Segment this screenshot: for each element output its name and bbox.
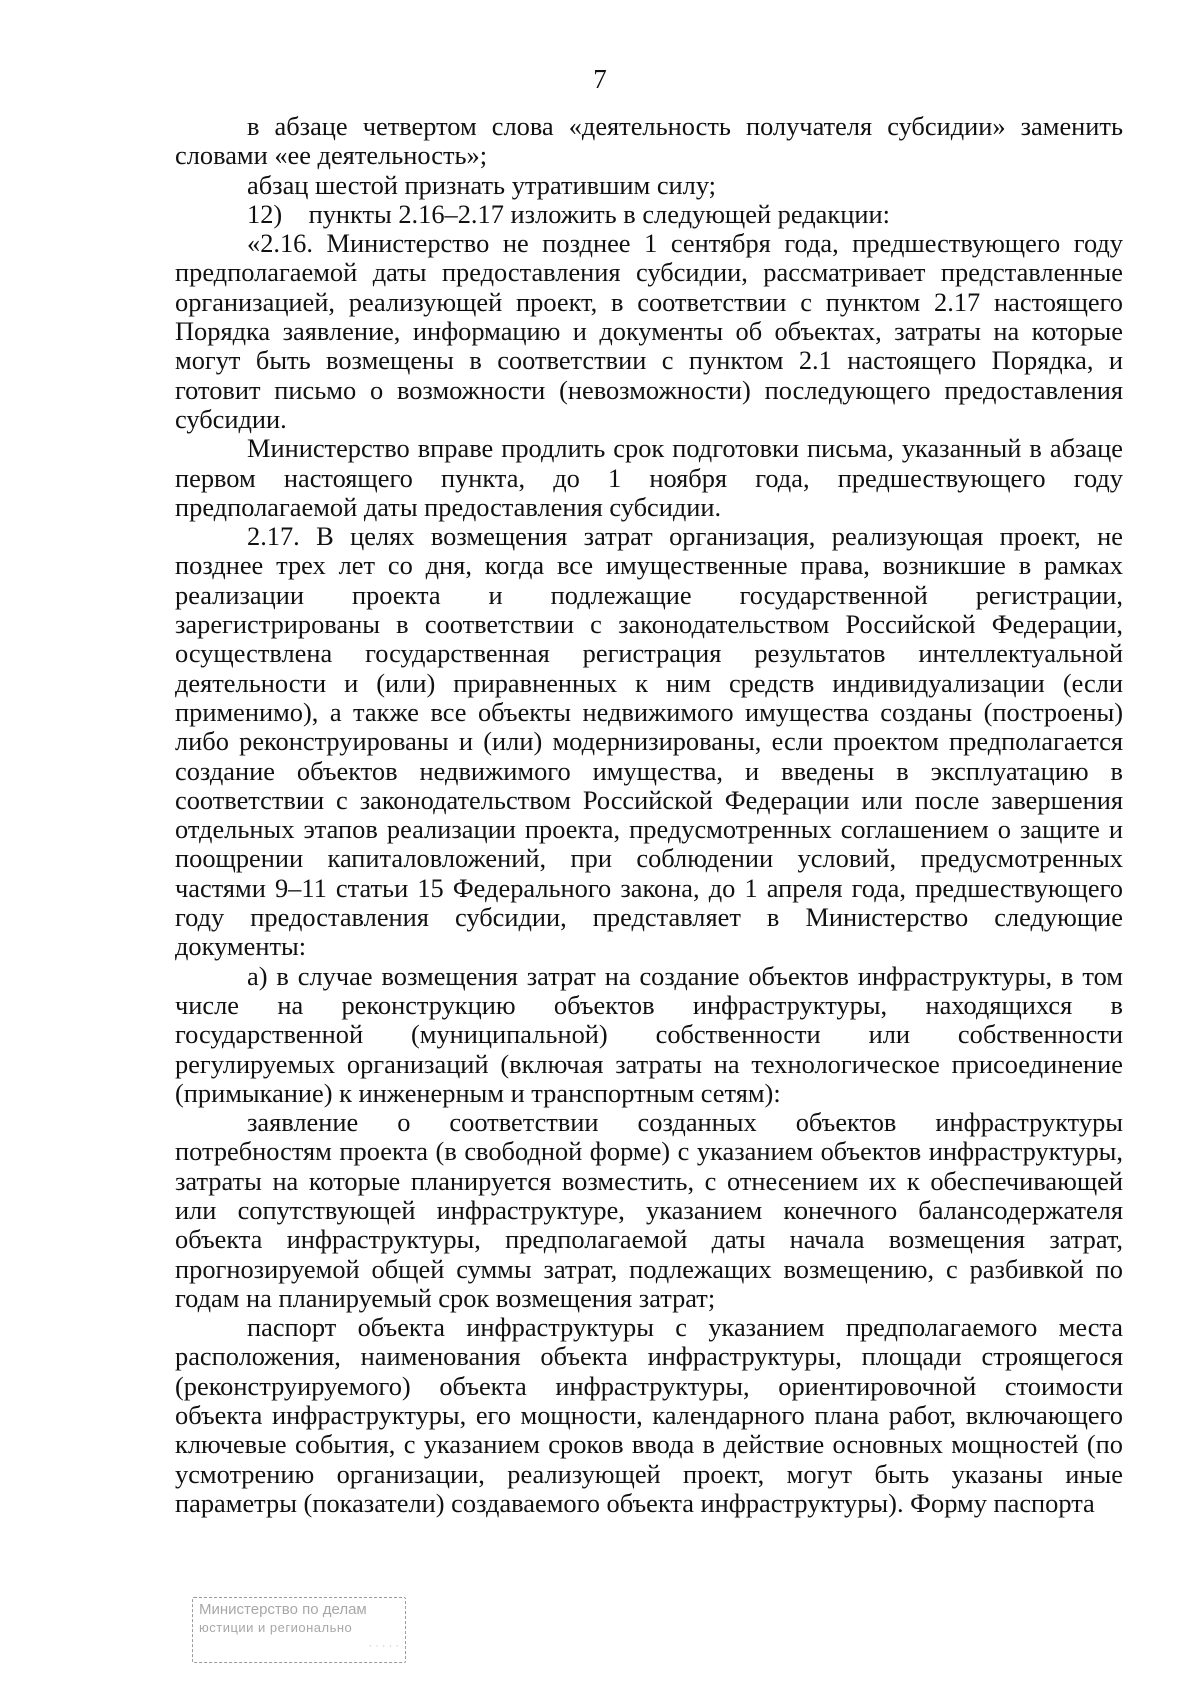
paragraph-6: 2.17. В целях возмещения затрат организация, реализующая проект, не позднее трех лет со дня, когда все имущественные права, возникшие в рамках реализации проекта и подлежащие государственной регистрации, зарегистрированы в соответствии с законодательством Российской Федерации, осуществлена государственная регистрация результатов интеллектуальной деятельности и (или) приравненных к ним средств индивидуализации (если применимо), а также все объекты недвижимого имущества созданы (построены) либо реконструированы и (или) модернизированы, если проектом предполагается создание объектов недвижимого имущества, и введены в эксплуатацию в соответствии с законодательством Российской Федерации или после завершения отдельных этапов реализации проекта, предусмотренных соглашением о защите и поощрении капиталовложений, при соблюдении условий, предусмотренных частями 9–11 статьи 15 Федерального закона, до 1 апреля года, предшествующего году предоставления субсидии, представляет в Министерство следующие документы: xyxy=(175,521,1123,962)
paragraph-4: «2.16. Министерство не позднее 1 сентября года, предшествующего году предполагаемой даты предоставления субсидии, рассматривает представленные организацией, реализующей проект, в соответствии с пунктом 2.17 настоящего Порядка заявление, информацию и документы об объектах, затраты на которые могут быть возмещены в соответствии с пунктом 2.1 настоящего Порядка, и готовит письмо о возможности (невозможности) последующего предоставления субсидии. xyxy=(175,228,1123,434)
stamp-line-2: юстиции и регионально xyxy=(199,1620,353,1635)
registration-stamp xyxy=(192,1597,406,1663)
paragraph-2: абзац шестой признать утратившим силу; xyxy=(247,169,717,200)
paragraph-7: а) в случае возмещения затрат на создание объектов инфраструктуры, в том числе на реконструкцию объектов инфраструктуры, находящихся в государственной (муниципальной) собственности или собственности регулируемых организаций (включая затраты на технологическое присоединение (примыкание) к инженерным и транспортным сетям): xyxy=(175,960,1123,1108)
paragraph-5: Министерство вправе продлить срок подготовки письма, указанный в абзаце первом настоящего пункта, до 1 ноября года, предшествующего году предполагаемой даты предоставления субсидии. xyxy=(175,433,1123,522)
stamp-line-1: Министерство по делам xyxy=(199,1601,367,1618)
paragraph-8: заявление о соответствии созданных объектов инфраструктуры потребностям проекта (в свободной форме) с указанием объектов инфраструктуры, затраты на которые планируется возместить, с отнесением их к обеспечивающей или сопутствующей инфраструктуре, указанием конечного балансодержателя объекта инфраструктуры, предполагаемой даты начала возмещения затрат, прогнозируемой общей суммы затрат, подлежащих возмещению, с разбивкой по годам на планируемый срок возмещения затрат; xyxy=(175,1107,1123,1313)
stamp-faded-line: · · · · · xyxy=(368,1640,399,1652)
document-body xyxy=(175,112,1123,1518)
paragraph-3: 12) пункты 2.16–2.17 изложить в следующей редакции: xyxy=(247,198,890,229)
page-number: 7 xyxy=(593,64,607,94)
paragraph-1: в абзаце четвертом слова «деятельность получателя субсидии» заменить словами «ее деятельность»; xyxy=(175,111,1123,171)
paragraph-9: паспорт объекта инфраструктуры с указанием предполагаемого места расположения, наименования объекта инфраструктуры, площади строящегося (реконструируемого) объекта инфраструктуры, ориентировочной стоимости объекта инфраструктуры, его мощности, календарного плана работ, включающего ключевые события, с указанием сроков ввода в действие основных мощностей (по усмотрению организации, реализующей проект, могут быть указаны иные параметры (показатели) создаваемого объекта инфраструктуры). Форму паспорта xyxy=(175,1312,1123,1518)
